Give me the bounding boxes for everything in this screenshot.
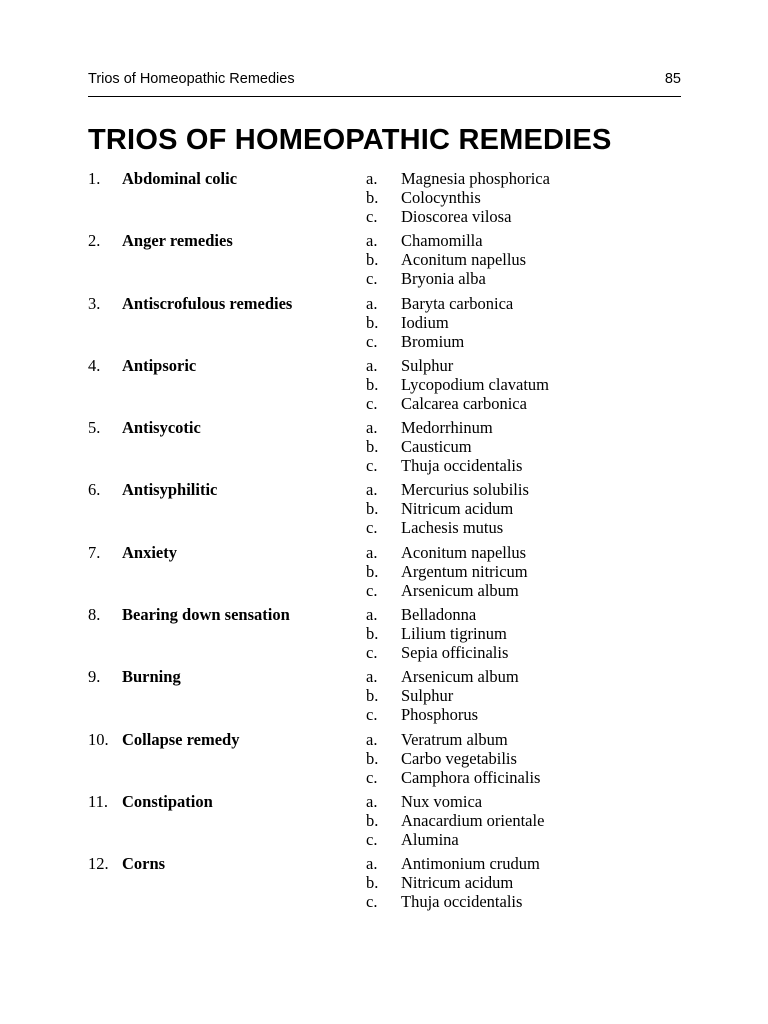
remedy-letter: b. bbox=[366, 810, 379, 830]
remedy-name: Nitricum acidum bbox=[401, 499, 514, 519]
remedy-name: Baryta carbonica bbox=[401, 293, 514, 313]
remedy-name: Antimonium crudum bbox=[401, 854, 540, 874]
list-item bbox=[88, 730, 688, 792]
remedy-letter: c. bbox=[366, 705, 378, 725]
entry-topic: Constipation bbox=[122, 791, 213, 811]
entry-topic: Anger remedies bbox=[122, 231, 233, 251]
entry-number: 4. bbox=[88, 355, 101, 375]
remedy-letter: b. bbox=[366, 188, 379, 207]
running-title: Trios of Homeopathic Remedies bbox=[88, 71, 295, 87]
remedy-name: Argentum nitricum bbox=[401, 561, 528, 581]
entry-topic: Abdominal colic bbox=[122, 169, 238, 188]
remedy-letter: a. bbox=[366, 355, 378, 375]
entry-number: 6. bbox=[88, 480, 101, 500]
remedy-letter: c. bbox=[366, 829, 378, 849]
remedy-name: Carbo vegetabilis bbox=[401, 748, 517, 768]
remedy-name: Belladonna bbox=[401, 605, 477, 625]
entry-topic: Anxiety bbox=[122, 542, 177, 562]
remedy-letter: a. bbox=[366, 854, 378, 874]
entry-number: 12. bbox=[88, 854, 109, 874]
remedy-letter: a. bbox=[366, 729, 378, 749]
remedy-name: Lilium tigrinum bbox=[401, 624, 507, 644]
remedy-name: Camphora officinalis bbox=[401, 767, 541, 787]
entry-topic: Antisycotic bbox=[122, 418, 201, 438]
remedy-name: Nitricum acidum bbox=[401, 873, 514, 893]
entry-number: 3. bbox=[88, 293, 101, 313]
remedy-letter: c. bbox=[366, 767, 378, 787]
remedy-name: Medorrhinum bbox=[401, 418, 493, 438]
remedy-letter: b. bbox=[366, 499, 379, 519]
remedy-letter: c. bbox=[366, 331, 378, 351]
remedy-name: Causticum bbox=[401, 437, 472, 457]
running-header bbox=[88, 71, 681, 89]
remedy-name: Dioscorea vilosa bbox=[401, 207, 512, 226]
remedy-letter: b. bbox=[366, 312, 379, 332]
remedy-name: Veratrum album bbox=[401, 729, 508, 749]
remedy-letter: a. bbox=[366, 480, 378, 500]
remedy-name: Colocynthis bbox=[401, 188, 481, 207]
remedy-list bbox=[88, 169, 688, 917]
remedy-letter: b. bbox=[366, 686, 379, 706]
entry-number: 10. bbox=[88, 729, 109, 749]
entry-topic: Bearing down sensation bbox=[122, 605, 290, 625]
remedy-name: Nux vomica bbox=[401, 791, 483, 811]
remedy-letter: b. bbox=[366, 374, 379, 394]
remedy-letter: c. bbox=[366, 393, 378, 413]
page-number: 85 bbox=[664, 71, 681, 87]
header-rule bbox=[88, 96, 681, 97]
remedy-name: Alumina bbox=[401, 829, 459, 849]
entry-number: 8. bbox=[88, 605, 101, 625]
remedy-letter: a. bbox=[366, 667, 378, 687]
remedy-name: Iodium bbox=[401, 312, 449, 332]
entry-topic: Antisyphilitic bbox=[122, 480, 218, 500]
remedy-name: Sulphur bbox=[401, 355, 454, 375]
list-item bbox=[88, 543, 688, 605]
remedy-name: Thuja occidentalis bbox=[401, 456, 523, 476]
remedy-letter: b. bbox=[366, 748, 379, 768]
remedy-letter: a. bbox=[366, 605, 378, 625]
list-item bbox=[88, 854, 688, 916]
remedy-name: Chamomilla bbox=[401, 231, 483, 251]
list-item bbox=[88, 792, 688, 854]
remedy-name: Sulphur bbox=[401, 686, 454, 706]
page-title: TRIOS OF HOMEOPATHIC REMEDIES bbox=[88, 124, 612, 156]
entry-number: 2. bbox=[88, 231, 101, 251]
remedy-letter: c. bbox=[366, 518, 378, 538]
entry-number: 11. bbox=[88, 791, 109, 811]
remedy-letter: b. bbox=[366, 437, 379, 457]
list-item bbox=[88, 169, 688, 231]
list-item bbox=[88, 231, 688, 293]
remedy-name: Aconitum napellus bbox=[401, 250, 527, 270]
remedy-name: Sepia officinalis bbox=[401, 643, 509, 663]
list-item bbox=[88, 418, 688, 480]
remedy-letter: a. bbox=[366, 542, 378, 562]
remedy-letter: b. bbox=[366, 561, 379, 581]
remedy-letter: b. bbox=[366, 873, 379, 893]
remedy-letter: c. bbox=[366, 269, 378, 289]
remedy-name: Anacardium orientale bbox=[401, 810, 545, 830]
entry-topic: Antiscrofulous remedies bbox=[122, 293, 293, 313]
remedy-name: Magnesia phosphorica bbox=[401, 169, 550, 188]
list-item bbox=[88, 605, 688, 667]
remedy-name: Mercurius solubilis bbox=[401, 480, 529, 500]
entry-topic: Collapse remedy bbox=[122, 729, 240, 749]
remedy-name: Thuja occidentalis bbox=[401, 892, 523, 912]
entry-number: 9. bbox=[88, 667, 101, 687]
entry-number: 1. bbox=[88, 169, 101, 188]
remedy-letter: a. bbox=[366, 791, 378, 811]
remedy-letter: a. bbox=[366, 231, 378, 251]
remedy-letter: c. bbox=[366, 892, 378, 912]
remedy-name: Lachesis mutus bbox=[401, 518, 504, 538]
entry-topic: Burning bbox=[122, 667, 181, 687]
remedy-letter: c. bbox=[366, 207, 378, 226]
remedy-name: Aconitum napellus bbox=[401, 542, 527, 562]
remedy-letter: a. bbox=[366, 293, 378, 313]
remedy-letter: a. bbox=[366, 418, 378, 438]
entry-topic: Corns bbox=[122, 854, 166, 874]
list-item bbox=[88, 480, 688, 542]
remedy-name: Arsenicum album bbox=[401, 580, 519, 600]
remedy-letter: a. bbox=[366, 169, 378, 188]
remedy-letter: c. bbox=[366, 643, 378, 663]
entry-number: 7. bbox=[88, 542, 101, 562]
remedy-name: Calcarea carbonica bbox=[401, 393, 527, 413]
remedy-name: Phosphorus bbox=[401, 705, 479, 725]
list-item bbox=[88, 294, 688, 356]
list-item bbox=[88, 667, 688, 729]
remedy-name: Bryonia alba bbox=[401, 269, 486, 289]
remedy-name: Bromium bbox=[401, 331, 465, 351]
entry-topic: Antipsoric bbox=[122, 355, 197, 375]
remedy-name: Arsenicum album bbox=[401, 667, 519, 687]
list-item bbox=[88, 356, 688, 418]
entry-number: 5. bbox=[88, 418, 101, 438]
remedy-letter: c. bbox=[366, 580, 378, 600]
remedy-name: Lycopodium clavatum bbox=[401, 374, 550, 394]
remedy-letter: b. bbox=[366, 624, 379, 644]
remedy-letter: b. bbox=[366, 250, 379, 270]
remedy-letter: c. bbox=[366, 456, 378, 476]
